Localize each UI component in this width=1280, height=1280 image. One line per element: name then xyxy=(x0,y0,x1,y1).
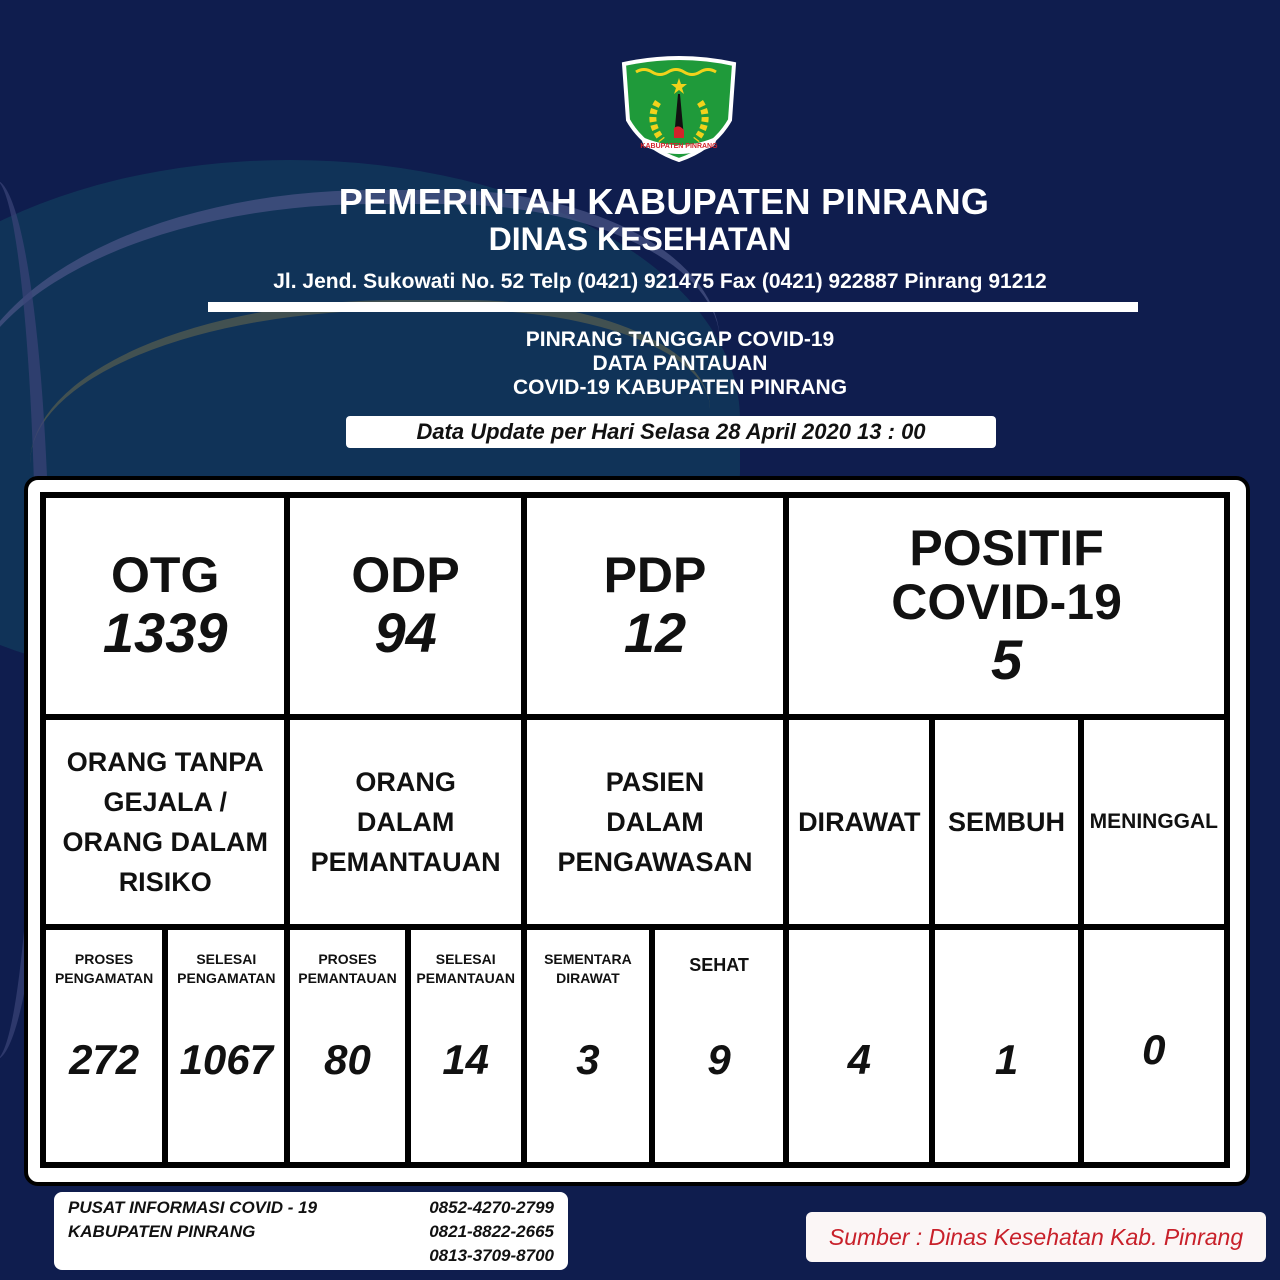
sub-label: PENGAMATAN xyxy=(177,970,276,986)
phone-number: 0821-8822-2665 xyxy=(429,1222,554,1241)
covid-stats-table xyxy=(40,492,1230,1168)
data-update-banner: Data Update per Hari Selasa 28 April 2020 13 : 00 xyxy=(346,416,996,448)
meninggal-header-cell xyxy=(1081,717,1227,927)
info-center-box xyxy=(54,1192,568,1270)
dirawat-label: DIRAWAT xyxy=(798,807,921,837)
otg-desc-line: GEJALA / xyxy=(103,787,227,817)
info-center-subtitle: KABUPATEN PINRANG xyxy=(68,1222,256,1241)
pdp-sementara-cell xyxy=(524,927,652,1165)
header xyxy=(0,182,1280,294)
pdp-summary-cell xyxy=(524,495,786,717)
otg-description-cell xyxy=(43,717,287,927)
meninggal-value: 0 xyxy=(1142,1026,1166,1073)
pdp-desc-line: DALAM xyxy=(606,807,704,837)
odp-description-cell xyxy=(287,717,523,927)
sub-label: PEMANTAUAN xyxy=(298,970,397,986)
phone-number: 0813-3709-8700 xyxy=(429,1246,554,1265)
odp-selesai-cell xyxy=(408,927,524,1165)
odp-summary-cell xyxy=(287,495,523,717)
odp-desc-line: ORANG xyxy=(355,767,456,797)
sub-label: DIRAWAT xyxy=(556,970,620,986)
positif-label-line-1: POSITIF xyxy=(909,520,1104,576)
subheader-line-1: PINRANG TANGGAP COVID-19 xyxy=(525,328,835,351)
source-credit: Sumber : Dinas Kesehatan Kab. Pinrang xyxy=(806,1212,1266,1262)
pdp-desc-line: PENGAWASAN xyxy=(557,847,753,877)
odp-desc-line: PEMANTAUAN xyxy=(310,847,501,877)
pdp-desc-line: PASIEN xyxy=(605,767,705,797)
odp-proses-value: 80 xyxy=(324,1036,371,1083)
address-line: Jl. Jend. Sukowati No. 52 Telp (0421) 921475 Fax (0421) 922887 Pinrang 91212 xyxy=(273,270,1047,293)
sub-label: PEMANTAUAN xyxy=(416,970,515,986)
phone-number: 0852-4270-2799 xyxy=(429,1198,554,1217)
sub-label: PROSES xyxy=(74,951,134,967)
otg-proses-cell xyxy=(43,927,165,1165)
sub-label: SELESAI xyxy=(196,951,257,967)
sembuh-header-cell xyxy=(932,717,1080,927)
sembuh-value-cell xyxy=(932,927,1080,1165)
otg-label: OTG xyxy=(111,547,220,603)
dirawat-value-cell xyxy=(786,927,932,1165)
odp-desc-line: DALAM xyxy=(356,807,455,837)
kabupaten-pinrang-emblem-icon xyxy=(618,50,740,162)
positif-summary-cell xyxy=(786,495,1227,717)
otg-selesai-cell xyxy=(165,927,287,1165)
meninggal-value-cell xyxy=(1081,927,1227,1165)
positif-label-line-2: COVID-19 xyxy=(891,574,1122,630)
otg-proses-value: 272 xyxy=(69,1036,140,1083)
positif-value: 5 xyxy=(991,628,1023,691)
sub-label: PENGAMATAN xyxy=(54,970,154,986)
svg-text:KABUPATEN PINRANG: KABUPATEN PINRANG xyxy=(640,143,718,150)
page-title: PEMERINTAH KABUPATEN PINRANG xyxy=(338,181,990,222)
otg-desc-line: ORANG TANPA xyxy=(66,747,264,777)
otg-value: 1339 xyxy=(102,601,228,664)
info-center-title: PUSAT INFORMASI COVID - 19 xyxy=(68,1198,318,1217)
meninggal-label: MENINGGAL xyxy=(1089,810,1218,833)
sub-label: SEHAT xyxy=(689,955,749,975)
otg-selesai-value: 1067 xyxy=(179,1036,274,1083)
odp-value: 94 xyxy=(374,601,437,664)
dirawat-header-cell xyxy=(786,717,932,927)
pdp-value: 12 xyxy=(623,601,687,664)
sub-label: PROSES xyxy=(318,951,377,967)
sub-label: SEMENTARA xyxy=(544,951,632,967)
sub-label: SELESAI xyxy=(435,951,496,967)
sembuh-value: 1 xyxy=(994,1036,1019,1083)
header-divider xyxy=(208,302,1138,312)
pdp-label: PDP xyxy=(603,547,707,603)
pdp-sehat-value: 9 xyxy=(707,1036,731,1083)
odp-proses-cell xyxy=(287,927,407,1165)
subheader-line-3: COVID-19 KABUPATEN PINRANG xyxy=(512,376,848,399)
pdp-sehat-cell xyxy=(652,927,786,1165)
subheader xyxy=(0,328,1280,400)
otg-desc-line: RISIKO xyxy=(118,867,212,897)
pdp-sementara-value: 3 xyxy=(576,1036,600,1083)
otg-summary-cell xyxy=(43,495,287,717)
subheader-line-2: DATA PANTAUAN xyxy=(592,352,768,375)
pdp-description-cell xyxy=(524,717,786,927)
otg-desc-line: ORANG DALAM xyxy=(62,827,268,857)
dirawat-value: 4 xyxy=(847,1036,871,1083)
odp-selesai-value: 14 xyxy=(442,1036,490,1083)
sembuh-label: SEMBUH xyxy=(948,807,1066,837)
odp-label: ODP xyxy=(351,547,460,603)
department-title: DINAS KESEHATAN xyxy=(488,221,792,257)
